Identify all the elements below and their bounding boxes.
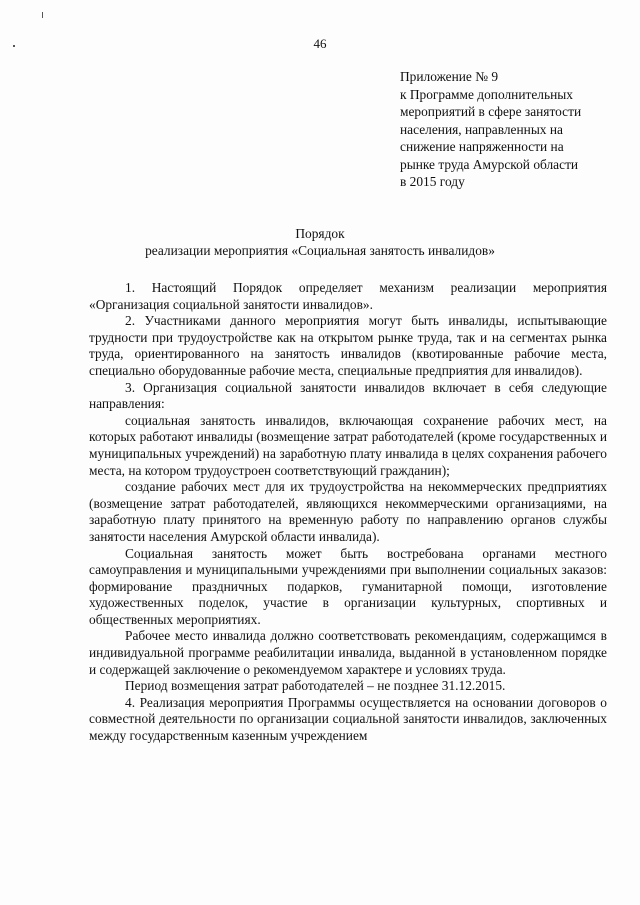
appendix-line: Приложение № 9 (400, 69, 499, 84)
scan-mark-top (42, 12, 43, 18)
appendix-line: рынке труда Амурской области (400, 156, 579, 172)
paragraph-3-item-1: социальная занятость инвалидов, включающая сохранение рабочих мест, на которых работают инвалиды (возмещение затрат работодателей (кроме государственных и муниципальных учреждений) на заработную плату инвалида в целях сохранения рабочего места, на котором трудоустроен соответствующий гражданин); (89, 412, 607, 478)
paragraph-1: 1. Настоящий Порядок определяет механизм реализации мероприятия «Организация социальной занятости инвалидов». (89, 280, 607, 312)
appendix-line: в 2015 году (400, 174, 465, 189)
paragraph-3: 3. Организация социальной занятости инвалидов включает в себя следующие направления: (89, 379, 607, 412)
document-subtitle: реализации мероприятия «Социальная занятость инвалидов» (145, 243, 495, 258)
appendix-line: населения, направленных на (400, 121, 563, 137)
document-title: Порядок (295, 226, 345, 241)
paragraph-2: 2. Участниками данного мероприятия могут быть инвалиды, испытывающие трудности при трудоустройстве как на открытом рынке труда, так и на сегментах рынка труда, ориентированного на занятость инвалидов (квотированные рабочие места, специально оборудованные рабочие места, специальные предприятия для инвалидов). (89, 313, 607, 378)
paragraph-4: 4. Реализация мероприятия Программы осуществляется на основании договоров о совместной деятельности по организации социальной занятости инвалидов, заключенных между государственным казенным учреждением (89, 694, 607, 744)
appendix-line: мероприятий в сфере занятости (400, 104, 582, 119)
paragraph-workplace: Рабочее место инвалида должно соответствовать рекомендациям, содержащимся в индивидуальной программе реабилитации инвалида, выданной в установленном порядке и содержащей заключение о рекомендуемом характере и условиях труда. (89, 628, 607, 677)
appendix-line: к Программе дополнительных (400, 86, 573, 102)
document-body (89, 280, 607, 745)
appendix-block (400, 68, 615, 191)
paragraph-3-item-2: создание рабочих мест для их трудоустройства на некоммерческих предприятиях (возмещение затрат работодателей, являющихся некоммерческими организациями, на заработную плату принятого на временную работу по направлению органов службы занятости населения Амурской области инвалида). (89, 479, 607, 544)
page-number: 46 (313, 36, 327, 51)
paragraph-social-employment: Социальная занятость может быть востребована органами местного самоуправления и муниципальными учреждениями при выполнении социальных заказов: формирование праздничных подарков, гуманитарной помощи, изготовление художественных поделок, участие в организации культурных, спортивных и общественных мероприятиях. (89, 545, 607, 627)
paragraph-period: Период возмещения затрат работодателей – не позднее 31.12.2015. (125, 678, 506, 694)
appendix-line: снижение напряженности на (400, 139, 564, 154)
